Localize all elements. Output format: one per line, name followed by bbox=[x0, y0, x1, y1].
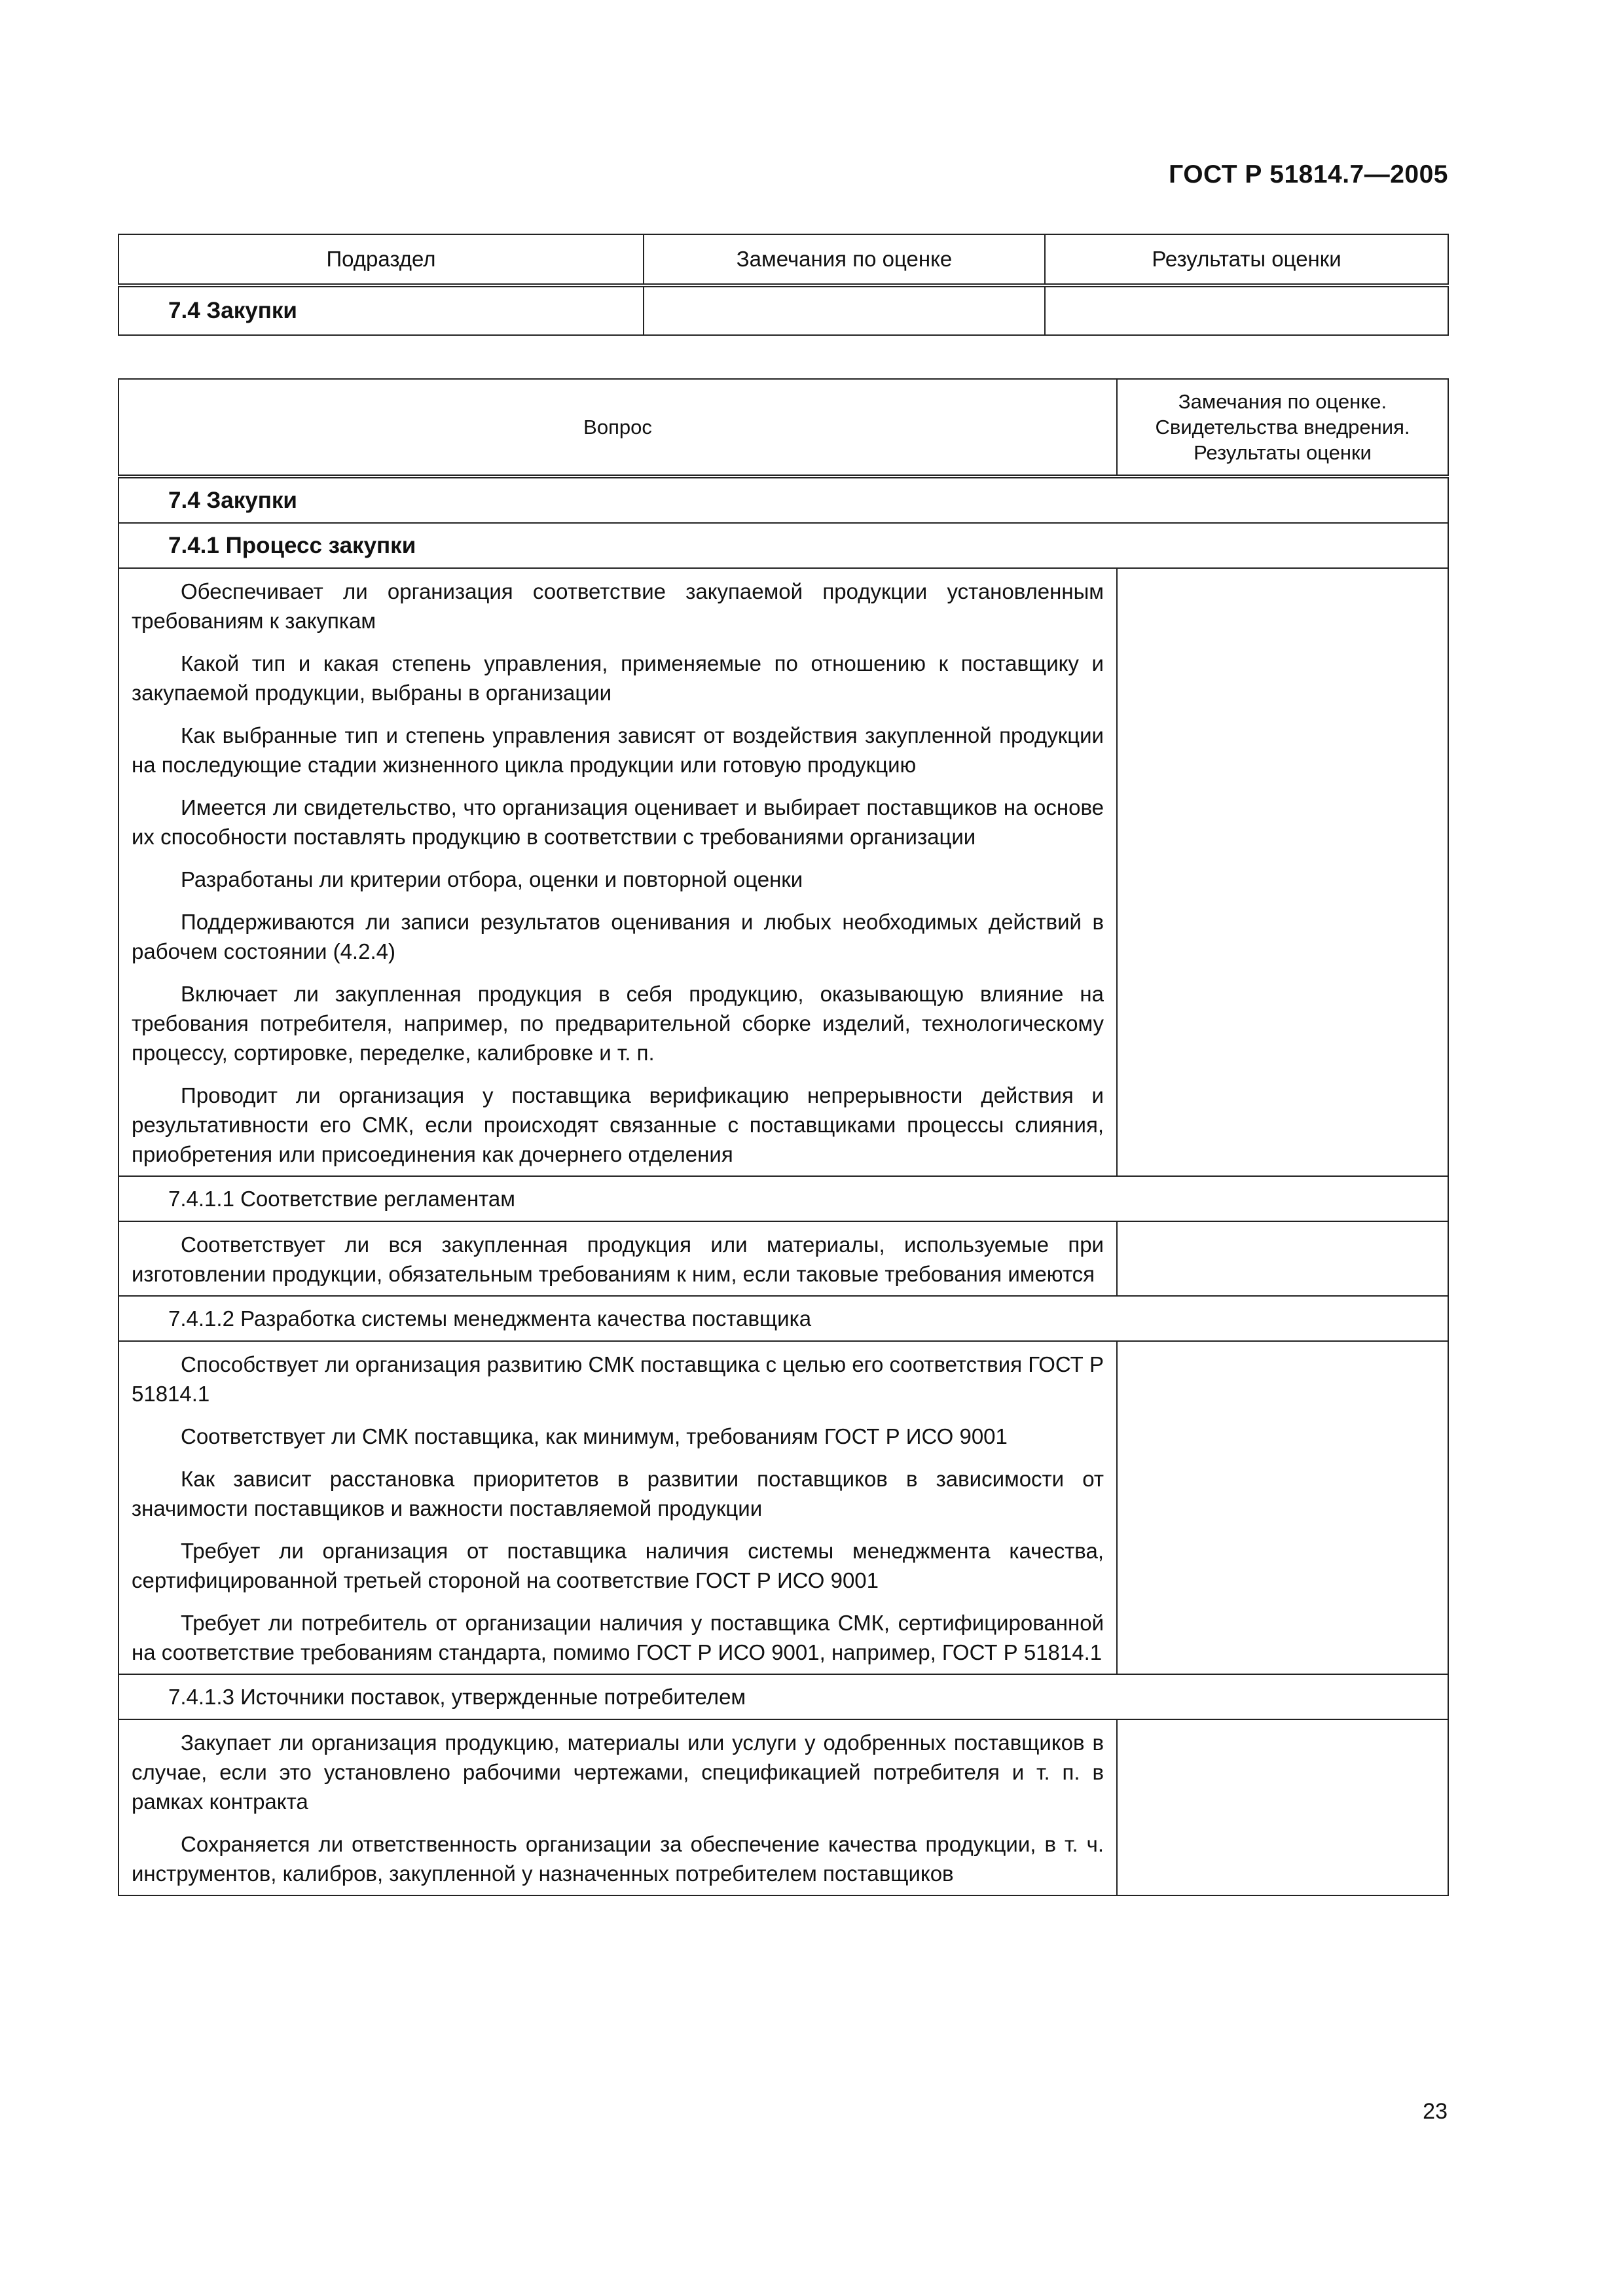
question-group-row bbox=[119, 1719, 1448, 1895]
question-item: Проводит ли организация у поставщика верификацию непрерывности действия и результативности его СМК, если происходят связанные с поставщиками процессы слияния, приобретения или присоединения как дочернего отделения bbox=[132, 1083, 1104, 1166]
question-group-row bbox=[119, 1221, 1448, 1296]
notes-cell bbox=[1117, 1341, 1448, 1674]
question-item: Имеется ли свидетельство, что организация оценивает и выбирает поставщиков на основе их способности поставлять продукцию в соответствии с требованиями организации bbox=[132, 795, 1104, 849]
page-number: 23 bbox=[1423, 2099, 1448, 2124]
question-item: Способствует ли организация развитию СМК поставщика с целью его соответствия ГОСТ Р 51814.1 bbox=[132, 1352, 1104, 1406]
document-code: ГОСТ Р 51814.7—2005 bbox=[1169, 160, 1448, 188]
question-item: Соответствует ли вся закупленная продукция или материалы, используемые при изготовлении продукции, обязательным требованиям к ним, если таковые требования имеются bbox=[132, 1232, 1104, 1286]
header-results-line: Результаты оценки bbox=[1194, 441, 1372, 464]
subsection-title: 7.4.1 Процесс закупки bbox=[119, 523, 1448, 568]
section-title: 7.4 Закупки bbox=[119, 476, 1448, 523]
header-subsection: Подраздел bbox=[119, 234, 644, 285]
table-row bbox=[119, 285, 1448, 335]
table-header-row bbox=[119, 234, 1448, 285]
header-evidence-line: Свидетельства внедрения. bbox=[1155, 416, 1410, 439]
header-notes-line: Замечания по оценке. bbox=[1178, 390, 1387, 413]
question-item: Поддерживаются ли записи результатов оценивания и любых необходимых действий в рабочем состоянии (4.2.4) bbox=[132, 910, 1104, 963]
subsection-row bbox=[119, 523, 1448, 568]
question-group bbox=[119, 1341, 1117, 1674]
header-question: Вопрос bbox=[119, 379, 1117, 476]
question-item: Обеспечивает ли организация соответствие закупаемой продукции установленным требованиям к закупкам bbox=[132, 579, 1104, 633]
notes-cell bbox=[644, 285, 1045, 335]
question-item: Как зависит расстановка приоритетов в развитии поставщиков в зависимости от значимости поставщиков и важности поставляемой продукции bbox=[132, 1467, 1104, 1520]
question-group-row bbox=[119, 568, 1448, 1176]
question-group bbox=[119, 568, 1117, 1176]
table-header-row bbox=[119, 379, 1448, 476]
notes-cell bbox=[1117, 1719, 1448, 1895]
question-item: Сохраняется ли ответственность организации за обеспечение качества продукции, в т. ч. инструментов, калибров, закупленной у назначенных потребителем поставщиков bbox=[132, 1832, 1104, 1886]
header-assessment-results: Результаты оценки bbox=[1045, 234, 1448, 285]
header-notes-evidence bbox=[1117, 379, 1448, 476]
question-item: Требует ли организация от поставщика наличия системы менеджмента качества, сертифицированной третьей стороной на соответствие ГОСТ Р ИСО 9001 bbox=[132, 1539, 1104, 1592]
notes-cell bbox=[1117, 568, 1448, 1176]
question-item: Соответствует ли СМК поставщика, как минимум, требованиям ГОСТ Р ИСО 9001 bbox=[181, 1424, 1008, 1448]
subsection-title: 7.4.1.1 Соответствие регламентам bbox=[119, 1176, 1448, 1221]
question-item: Какой тип и какая степень управления, применяемые по отношению к поставщику и закупаемой продукции, выбраны в организации bbox=[132, 651, 1104, 705]
question-group bbox=[119, 1221, 1117, 1296]
subsection-title: 7.4.1.3 Источники поставок, утвержденные потребителем bbox=[119, 1674, 1448, 1719]
question-item: Как выбранные тип и степень управления зависят от воздействия закупленной продукции на последующие стадии жизненного цикла продукции или готовую продукцию bbox=[132, 723, 1104, 777]
section-title: 7.4 Закупки bbox=[119, 285, 644, 335]
results-cell bbox=[1045, 285, 1448, 335]
question-group-row bbox=[119, 1341, 1448, 1674]
assessment-summary-table bbox=[118, 234, 1449, 336]
subsection-title: 7.4.1.2 Разработка системы менеджмента качества поставщика bbox=[119, 1296, 1448, 1341]
question-item: Включает ли закупленная продукция в себя продукцию, оказывающую влияние на требования потребителя, например, по предварительной сборке изделий, технологическому процессу, сортировке, переделке, калибровке и т. п. bbox=[132, 982, 1104, 1065]
question-item: Разработаны ли критерии отбора, оценки и повторной оценки bbox=[181, 867, 803, 891]
notes-cell bbox=[1117, 1221, 1448, 1296]
subsection-row bbox=[119, 1176, 1448, 1221]
question-group bbox=[119, 1719, 1117, 1895]
question-item: Закупает ли организация продукцию, материалы или услуги у одобренных поставщиков в случае, если это установлено рабочими чертежами, спецификацией потребителя и т. п. в рамках контракта bbox=[132, 1731, 1104, 1814]
questions-table bbox=[118, 378, 1449, 1896]
question-item: Требует ли потребитель от организации наличия у поставщика СМК, сертифицированной на соответствие требованиям стандарта, помимо ГОСТ Р ИСО 9001, например, ГОСТ Р 51814.1 bbox=[132, 1611, 1104, 1664]
subsection-row bbox=[119, 1296, 1448, 1341]
subsection-row bbox=[119, 1674, 1448, 1719]
section-row bbox=[119, 476, 1448, 523]
header-assessment-notes: Замечания по оценке bbox=[644, 234, 1045, 285]
